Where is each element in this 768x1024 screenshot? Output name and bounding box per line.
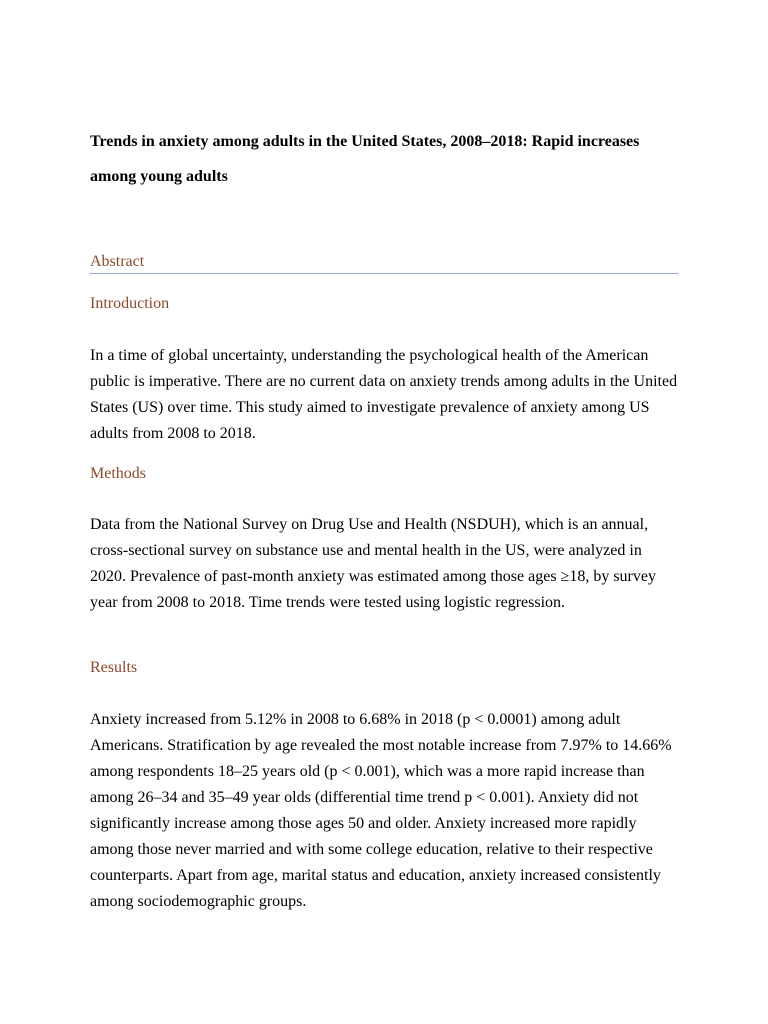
methods-paragraph: Data from the National Survey on Drug Use and Health (NSDUH), which is an annual, cross-sectional survey on substance use and mental health in the US, were analyzed in 2020. Prevalence of past-month anxiety was estimated among those ages ≥18, by survey year from 2008 to 2018. Time trends were tested using logistic regression.	[90, 516, 656, 611]
paper-title: Trends in anxiety among adults in the United States, 2008–2018: Rapid increases among young adults	[90, 133, 640, 185]
introduction-paragraph: In a time of global uncertainty, understanding the psychological health of the American public is imperative. There are no current data on anxiety trends among adults in the United States (US) over time. This study aimed to investigate prevalence of anxiety among US adults from 2008 to 2018.	[90, 347, 678, 442]
results-heading: Results	[90, 659, 138, 676]
methods-heading: Methods	[90, 465, 146, 482]
introduction-heading: Introduction	[90, 295, 170, 312]
abstract-heading: Abstract	[90, 251, 678, 274]
results-paragraph: Anxiety increased from 5.12% in 2008 to 6.68% in 2018 (p < 0.0001) among adult Americans. Stratification by age revealed the most notable increase from 7.97% to 14.66% among respondents 18–25 years old (p < 0.001), which was a more rapid increase than among 26–34 and 35–49 year olds (differential time trend p < 0.001). Anxiety did not significantly increase among those ages 50 and older. Anxiety increased more rapidly among those never married and with some college education, relative to their respective counterparts. Apart from age, marital status and education, anxiety increased consistently among sociodemographic groups.	[90, 711, 672, 910]
